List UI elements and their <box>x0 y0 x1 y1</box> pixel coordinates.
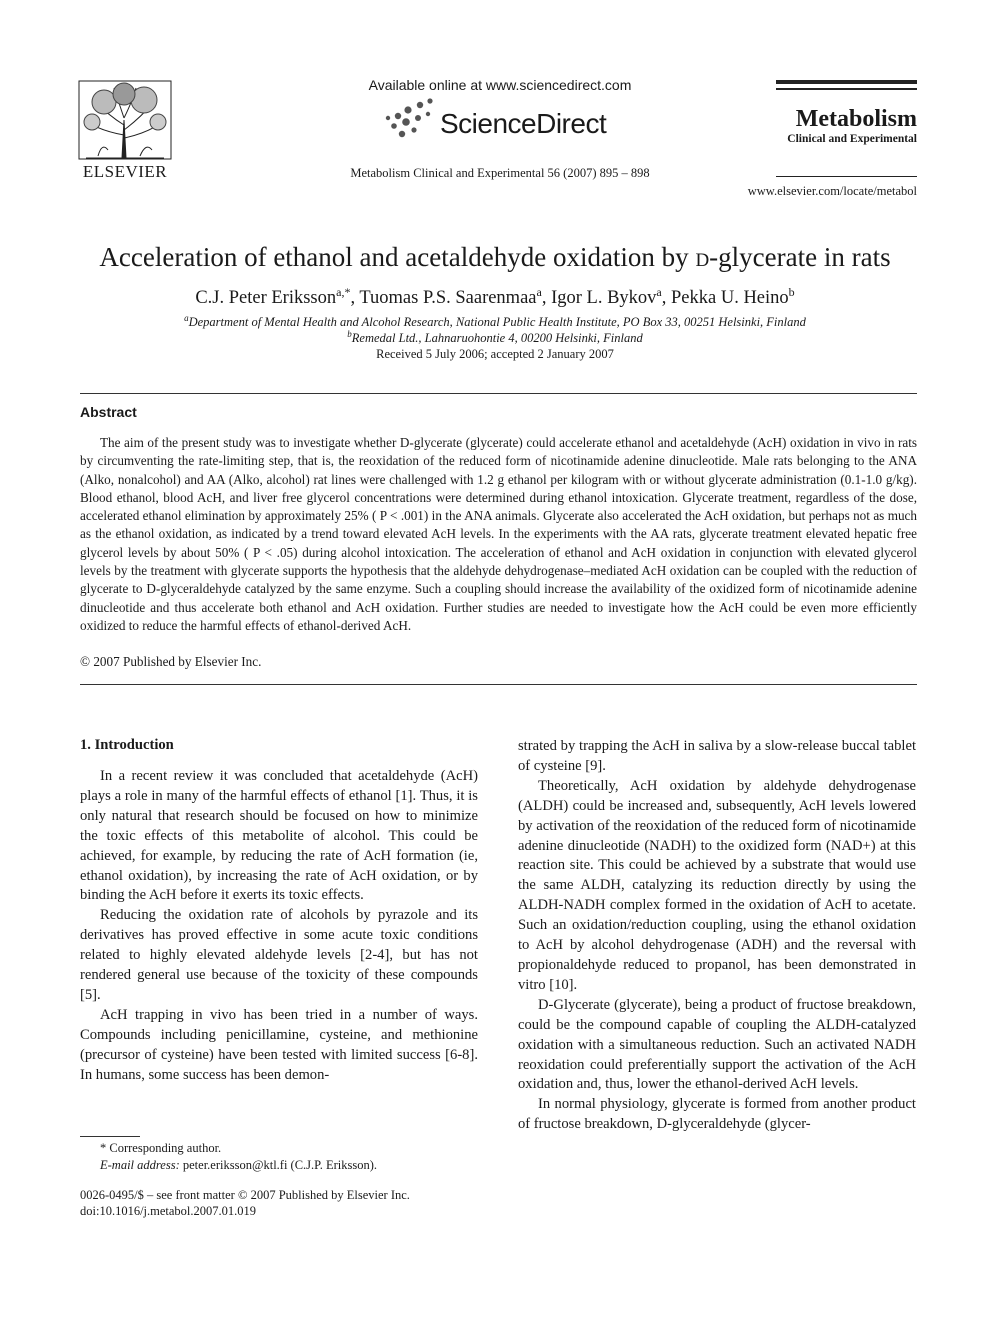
paragraph: D-Glycerate (glycerate), being a product of fructose breakdown, could be the compound capable of coupling the ALDH-catalyzed oxidation with a simultaneous reduction. Such an activated NADH reoxidation could preferentially support the activation of the AcH oxidation and, thus, lower the ethanol-derived AcH levels. <box>518 996 916 1093</box>
section-heading-introduction: 1. Introduction <box>80 737 174 753</box>
brand-rule-second <box>776 88 917 90</box>
article-title: Acceleration of ethanol and acetaldehyde oxidation by d-glycerate in rats <box>99 242 891 272</box>
affiliation-b: $^b$Remedal Ltd., Lahnaruohontie 4, 00200 Helsinki, Finland <box>347 329 643 346</box>
abstract-text: The aim of the present study was to investigate whether D-glycerate (glycerate) could accelerate ethanol and acetaldehyde (AcH) oxidation in vivo in rats by circumventing the rate-limiting step, that is, the reoxidation of the reduced form of nicotinamide adenine dinucleotide. Male rats belonging to the ANA (Alko, nonalcohol) and AA (Alko, alcohol) rat lines were challenged with 1.2 g ethanol per kilogram with or without glycerate administration (0.1-1.0 g/kg). Blood ethanol, blood AcH, and liver free glycerol concentrations were determined during ethanol intoxication. Glycerate treatment, regardless of the dose, accelerated ethanol elimination by approximately 25% ( P < .001) in the ANA animals. Glycerate also accelerated the AcH oxidation, but perhaps not as much as the ethanol oxidation, as indicated by a trend toward elevated AcH levels. In the experiments with the AA rats, glycerate treatment elevated hepatic free glycerol levels by about 50% ( P < .05) during alcohol intoxication. The acceleration of ethanol and AcH oxidation in conjunction with elevated glycerol levels by the treatment with glycerate supports the hypothesis that the aldehyde dehydrogenase–mediated AcH oxidation can be coupled with the reduction of glycerate to D-glyceraldehyde catalyzed by the same enzyme. Such a coupling should increase the availability of the oxidized form of nicotinamide adenine dinucleotide and thus accelerate both ethanol and AcH oxidation. Further studies are needed to investigate how the AcH could be even more efficiently oxidized to reduce the harmful effects of ethanol-derived AcH. <box>80 435 917 633</box>
abstract-heading: Abstract <box>80 404 137 420</box>
author-name: Tuomas P.S. Saarenmaa <box>359 288 537 309</box>
paragraph: In normal physiology, glycerate is formed from another product of fructose breakdown, D-glyceraldehyde (glycer- <box>518 1096 916 1133</box>
elsevier-wordmark: ELSEVIER <box>82 162 168 181</box>
sciencedirect-wordmark: ScienceDirect <box>440 108 607 139</box>
brand-rule-top <box>776 80 917 84</box>
abstract-bottom-rule <box>80 684 917 685</box>
author-name: Igor L. Bykov <box>551 288 657 309</box>
brand-rule-bottom <box>776 176 917 177</box>
paragraph: Theoretically, AcH oxidation by aldehyde dehydrogenase (ALDH) could be increased and, subsequently, AcH levels lowered by activation of the reoxidation of the reduced form of nicotinamide adenine dinucleotide (NADH) to the oxidized form (NAD+) at this reaction site. This could be achieved by a substrate that would use the same ALDH, catalyzing its reduction directly by using the ALDH-NADH complex formed in the oxidation of AcH to acetate. Such an oxidation/reduction coupling, using the ethanol oxidation to AcH by alcohol dehydrogenase (ADH) and the reversal with propionaldehyde reduced to propanol, has been demonstrated in vitro [10]. <box>518 777 916 993</box>
journal-url-link[interactable]: www.elsevier.com/locate/metabol <box>747 184 917 198</box>
author-name: Pekka U. Heino <box>671 288 789 309</box>
received-dates: Received 5 July 2006; accepted 2 January 2007 <box>376 347 614 361</box>
author-affiliation-marker[interactable]: a <box>656 285 662 299</box>
journal-citation: Metabolism Clinical and Experimental 56 (2007) 895 – 898 <box>350 166 650 180</box>
email-footnote: E-mail address: peter.eriksson@ktl.fi (C.J.P. Eriksson). <box>100 1158 378 1172</box>
journal-brand-subtitle: Clinical and Experimental <box>787 133 917 145</box>
abstract-copyright: © 2007 Published by Elsevier Inc. <box>80 654 262 669</box>
author-affiliation-marker[interactable]: a <box>536 285 542 299</box>
journal-brand-title: Metabolism <box>795 106 917 132</box>
paragraph: strated by trapping the AcH in saliva by a slow-release buccal tablet of cysteine [9]. <box>518 738 916 774</box>
footnote-rule <box>80 1136 140 1137</box>
available-online-text[interactable]: Available online at www.sciencedirect.com <box>368 77 632 93</box>
paragraph: Reducing the oxidation rate of alcohols by pyrazole and its derivatives has proved effective in some acute toxic conditions related to highly elevated aldehyde levels [2-4], but has not rendered general use because of the toxicity of these compounds [5]. <box>80 907 478 1003</box>
corresponding-author-note: * Corresponding author. <box>100 1141 222 1155</box>
author-list: C.J. Peter Eriksson$^{a,*}$, Tuomas P.S. Saarenmaa$^a$, Igor L. Bykov$^a$, Pekka U. Heino$^b$ <box>195 285 795 309</box>
paragraph: In a recent review it was concluded that acetaldehyde (AcH) plays a role in many of the harmful effects of ethanol [1]. Thus, it is only natural that research should be focused on how to minimize the toxic effects of this metabolite of alcohol. This could be achieved, for example, by reducing the rate of AcH formation (ie, ethanol oxidation), by increasing the rate of AcH oxidation, or by binding the AcH before it exerts its toxic effects. <box>80 768 478 904</box>
left-column <box>80 767 478 1086</box>
abstract-top-rule <box>80 393 917 394</box>
affiliation-a: $^a$Department of Mental Health and Alcohol Research, National Public Health Institute, PO Box 33, 00251 Helsinki, Finland <box>184 313 806 330</box>
right-column <box>518 737 916 1135</box>
issn-front-matter: 0026-0495/$ – see front matter © 2007 Published by Elsevier Inc. <box>80 1188 410 1202</box>
author-name: C.J. Peter Eriksson <box>195 288 337 309</box>
author-affiliation-marker[interactable]: a,* <box>336 285 351 299</box>
paragraph: AcH trapping in vivo has been tried in a number of ways. Compounds including penicillamine, cysteine, and methionine (precursor of cysteine) have been tested with limited success [6-8]. In humans, some success has been demon- <box>80 1006 478 1083</box>
author-affiliation-marker[interactable]: b <box>788 285 795 299</box>
doi-link[interactable]: doi:10.1016/j.metabol.2007.01.019 <box>80 1204 257 1218</box>
email-link[interactable]: peter.eriksson@ktl.fi (C.J.P. Eriksson). <box>182 1158 378 1172</box>
